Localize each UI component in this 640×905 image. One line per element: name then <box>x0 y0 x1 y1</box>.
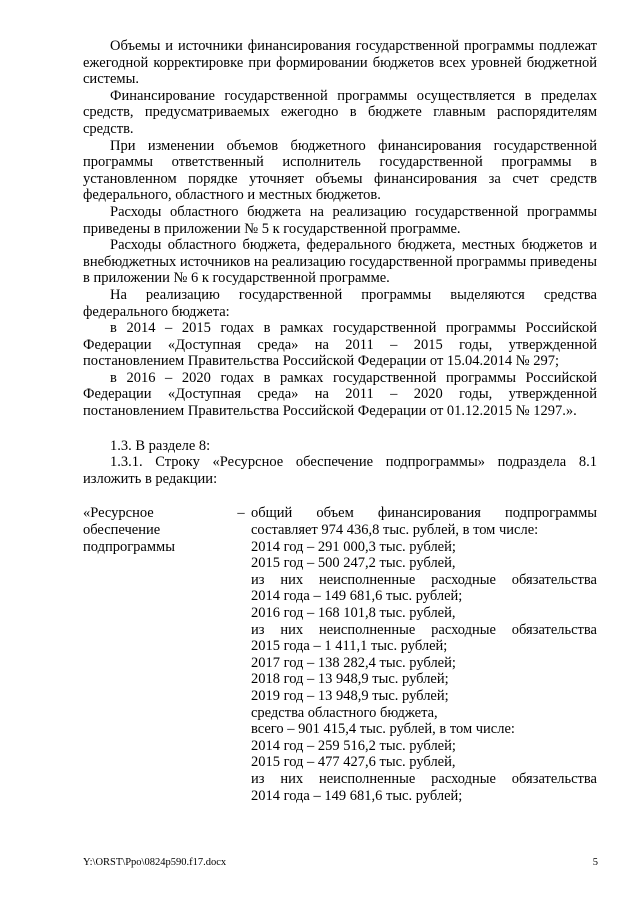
resource-line: общий объем финансирования подпрограммы <box>251 505 597 522</box>
paragraph-financing-adjustment: Объемы и источники финансирования государственной программы подлежат ежегодной корректировке при формировании бюджетов всех уровней бюджетной системы. <box>83 38 597 88</box>
resource-table-dash: – <box>237 505 245 522</box>
document-body <box>83 38 597 804</box>
resource-line: всего – 901 415,4 тыс. рублей, в том числе: <box>251 721 515 738</box>
resource-line: 2014 года – 149 681,6 тыс. рублей; <box>251 787 463 804</box>
subsection-instruction: 1.3.1. Строку «Ресурсное обеспечение подпрограммы» подраздела 8.1 изложить в редакции: <box>83 454 597 487</box>
paragraph-federal-2016-2020: в 2016 – 2020 годах в рамках государственной программы Российской Федерации «Доступная среда» на 2011 – 2020 годы, утвержденной постановлением Правительства Российской Федерации от 01.12.2015 № 1297.». <box>83 369 597 420</box>
resource-table-values <box>251 505 597 804</box>
paragraph-federal-funds: На реализацию государственной программы выделяются средства федерального бюджета: <box>83 286 597 320</box>
resource-line: 2015 года – 1 411,1 тыс. рублей; <box>251 638 448 655</box>
resource-line: 2015 год – 500 247,2 тыс. рублей, <box>251 555 456 572</box>
paragraph-budget-changes: При изменении объемов бюджетного финансирования государственной программы ответственный исполнитель государственной программы в установленном порядке уточняет объемы финансирования за счет средств федерального, областного и местных бюджетов. <box>83 137 597 204</box>
resource-line: 2014 год – 291 000,3 тыс. рублей; <box>251 538 456 555</box>
resource-line: из них неисполненные расходные обязательства <box>251 621 597 638</box>
paragraph-all-budgets-expenses: Расходы областного бюджета, федерального бюджета, местных бюджетов и внебюджетных источников на реализацию государственной программы приведены в приложении № 6 к государственной программе. <box>83 237 597 287</box>
footer-page-number: 5 <box>592 857 598 868</box>
resource-line: 2017 год – 138 282,4 тыс. рублей; <box>251 654 456 671</box>
resource-line: 2019 год – 13 948,9 тыс. рублей; <box>251 687 449 704</box>
paragraph-federal-2014-2015: в 2014 – 2015 годах в рамках государственной программы Российской Федерации «Доступная среда» на 2011 – 2015 годы, утвержденной постановлением Правительства Российской Федерации от 15.04.2014 № 297; <box>83 320 597 370</box>
resource-line: средства областного бюджета, <box>251 704 438 721</box>
paragraph-regional-expenses: Расходы областного бюджета на реализацию государственной программы приведены в приложении № 5 к государственной программе. <box>83 203 597 237</box>
spacer <box>83 487 597 505</box>
resource-line: составляет 974 436,8 тыс. рублей, в том числе: <box>251 522 539 539</box>
resource-line: из них неисполненные расходные обязательства <box>251 571 597 588</box>
footer-file-path: Y:\ORST\Ppo\0824p590.f17.docx <box>83 857 227 868</box>
resource-line: 2014 года – 149 681,6 тыс. рублей; <box>251 588 463 605</box>
spacer <box>83 420 597 438</box>
section-heading: 1.3. В разделе 8: <box>110 437 211 454</box>
resource-line: 2016 год – 168 101,8 тыс. рублей, <box>251 605 456 621</box>
resource-line: 2014 год – 259 516,2 тыс. рублей; <box>251 737 456 754</box>
resource-table <box>83 505 597 804</box>
resource-line: 2018 год – 13 948,9 тыс. рублей; <box>251 671 449 688</box>
resource-line: 2015 год – 477 427,6 тыс. рублей, <box>251 754 456 771</box>
resource-line: из них неисполненные расходные обязательства <box>251 770 597 787</box>
resource-table-label: «Ресурсное обеспечение подпрограммы <box>83 505 175 555</box>
paragraph-financing-limits: Финансирование государственной программы осуществляется в пределах средств, предусматриваемых ежегодно в бюджете главным распорядителям средств. <box>83 87 597 137</box>
